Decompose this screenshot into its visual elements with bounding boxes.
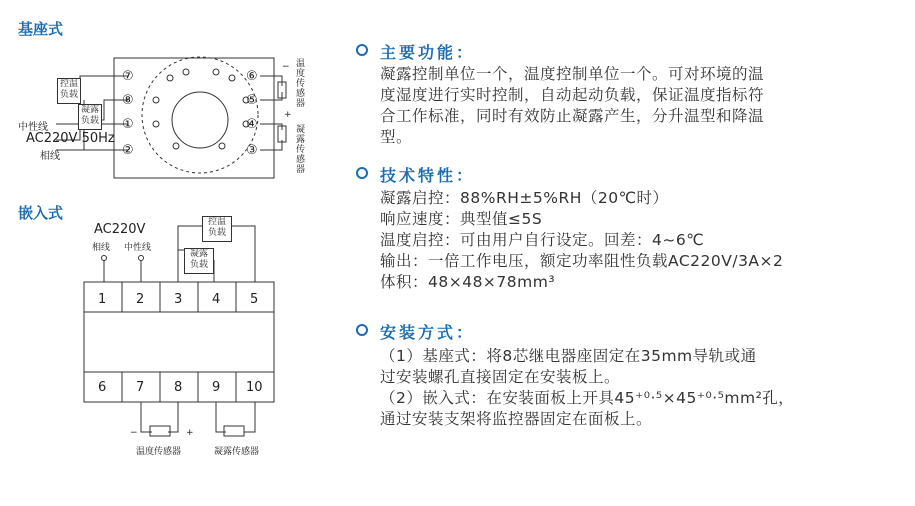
condense-sensor-embed — [224, 426, 244, 436]
embed-control-load-box: 控温 负载 — [202, 216, 232, 242]
base-dashed-ring — [142, 57, 258, 173]
temp-sensor-embed — [150, 426, 170, 436]
condense-load-box: 凝露 负载 — [78, 104, 102, 130]
terminal-10: 10 — [246, 380, 263, 395]
pin-1: ① — [122, 117, 134, 132]
section-main-functions-line: 凝露控制单位一个，温度控制单位一个。可对环境的温 — [380, 65, 765, 83]
embed-phase-label: 相线 — [92, 243, 111, 253]
spec-line: 体积：48×48×78mm³ — [380, 273, 556, 291]
embed-neutral-label: 中性线 — [124, 243, 152, 253]
spec-line: 凝露启控：88%RH±5%RH（20℃时） — [380, 189, 669, 207]
terminal-8: 8 — [174, 380, 183, 395]
pin-4: ④ — [246, 117, 258, 132]
spec-line: 响应速度：典型值≤5S — [380, 210, 543, 228]
bullet-circle-icon — [356, 44, 368, 56]
base-minus: − — [282, 62, 290, 72]
install-line: 通过安装支架将监控器固定在面板上。 — [380, 410, 653, 428]
terminal-1: 1 — [98, 292, 107, 307]
phase-label: 相线 — [40, 151, 60, 162]
base-center-hole — [172, 92, 228, 148]
embed-minus: − — [130, 428, 138, 438]
embed-condense-sensor-label: 凝露传感器 — [214, 447, 260, 457]
base-temp-sensor-label: 温度传感器 — [294, 58, 304, 108]
bullet-circle-icon — [356, 167, 368, 179]
pin-2: ② — [122, 143, 134, 158]
pin-3: ③ — [246, 143, 258, 158]
embed-plus: + — [186, 428, 194, 438]
pin-7: ⑦ — [122, 69, 134, 84]
pin-5: ⑤ — [246, 93, 258, 108]
section-main-functions-line: 合工作标准，同时有效防止凝露产生，分升温型和降温 — [380, 107, 765, 125]
section-install-title: 安装方式： — [356, 320, 475, 343]
terminal-3: 3 — [174, 292, 183, 307]
section-main-functions-line: 型。 — [380, 128, 413, 146]
terminal-2: 2 — [136, 292, 145, 307]
embed-condense-load-box: 凝露 负载 — [184, 248, 214, 274]
install-line: （1）基座式：将8芯继电器座固定在35mm导轨或通 — [380, 347, 757, 365]
supply-label: AC220V 50Hz — [26, 131, 115, 146]
section-specs-title: 技术特性： — [356, 163, 475, 186]
neutral-label: 中性线 — [18, 122, 48, 133]
embed-supply-label: AC220V — [94, 222, 146, 237]
embed-temp-sensor-label: 温度传感器 — [136, 447, 182, 457]
base-condense-sensor-label: 凝露传感器 — [294, 124, 304, 174]
section-main-functions-line: 度湿度进行实时控制，自动起动负载，保证温度指标符 — [380, 86, 765, 104]
base-title: 基座式 — [18, 20, 64, 38]
install-line: （2）嵌入式：在安装面板上开具45⁺⁰·⁵×45⁺⁰·⁵mm²孔， — [380, 389, 795, 407]
section-main-functions-title: 主要功能： — [356, 40, 475, 63]
pin-6: ⑥ — [246, 69, 258, 84]
terminal-4: 4 — [212, 292, 221, 307]
base-plus: + — [284, 110, 292, 120]
terminal-5: 5 — [250, 292, 259, 307]
terminal-6: 6 — [98, 380, 107, 395]
control-load-box: 控温 负载 — [57, 78, 81, 104]
terminal-7: 7 — [136, 380, 145, 395]
embed-title: 嵌入式 — [18, 204, 64, 222]
pin-8: ⑧ — [122, 93, 134, 108]
spec-line: 输出：一倍工作电压，额定功率阻性负载AC220V/3A×2 — [380, 252, 784, 270]
terminal-9: 9 — [212, 380, 221, 395]
install-line: 过安装螺孔直接固定在安装板上。 — [380, 368, 621, 386]
spec-line: 温度启控：可由用户自行设定。回差：4~6℃ — [380, 231, 705, 249]
bullet-circle-icon — [356, 324, 368, 336]
